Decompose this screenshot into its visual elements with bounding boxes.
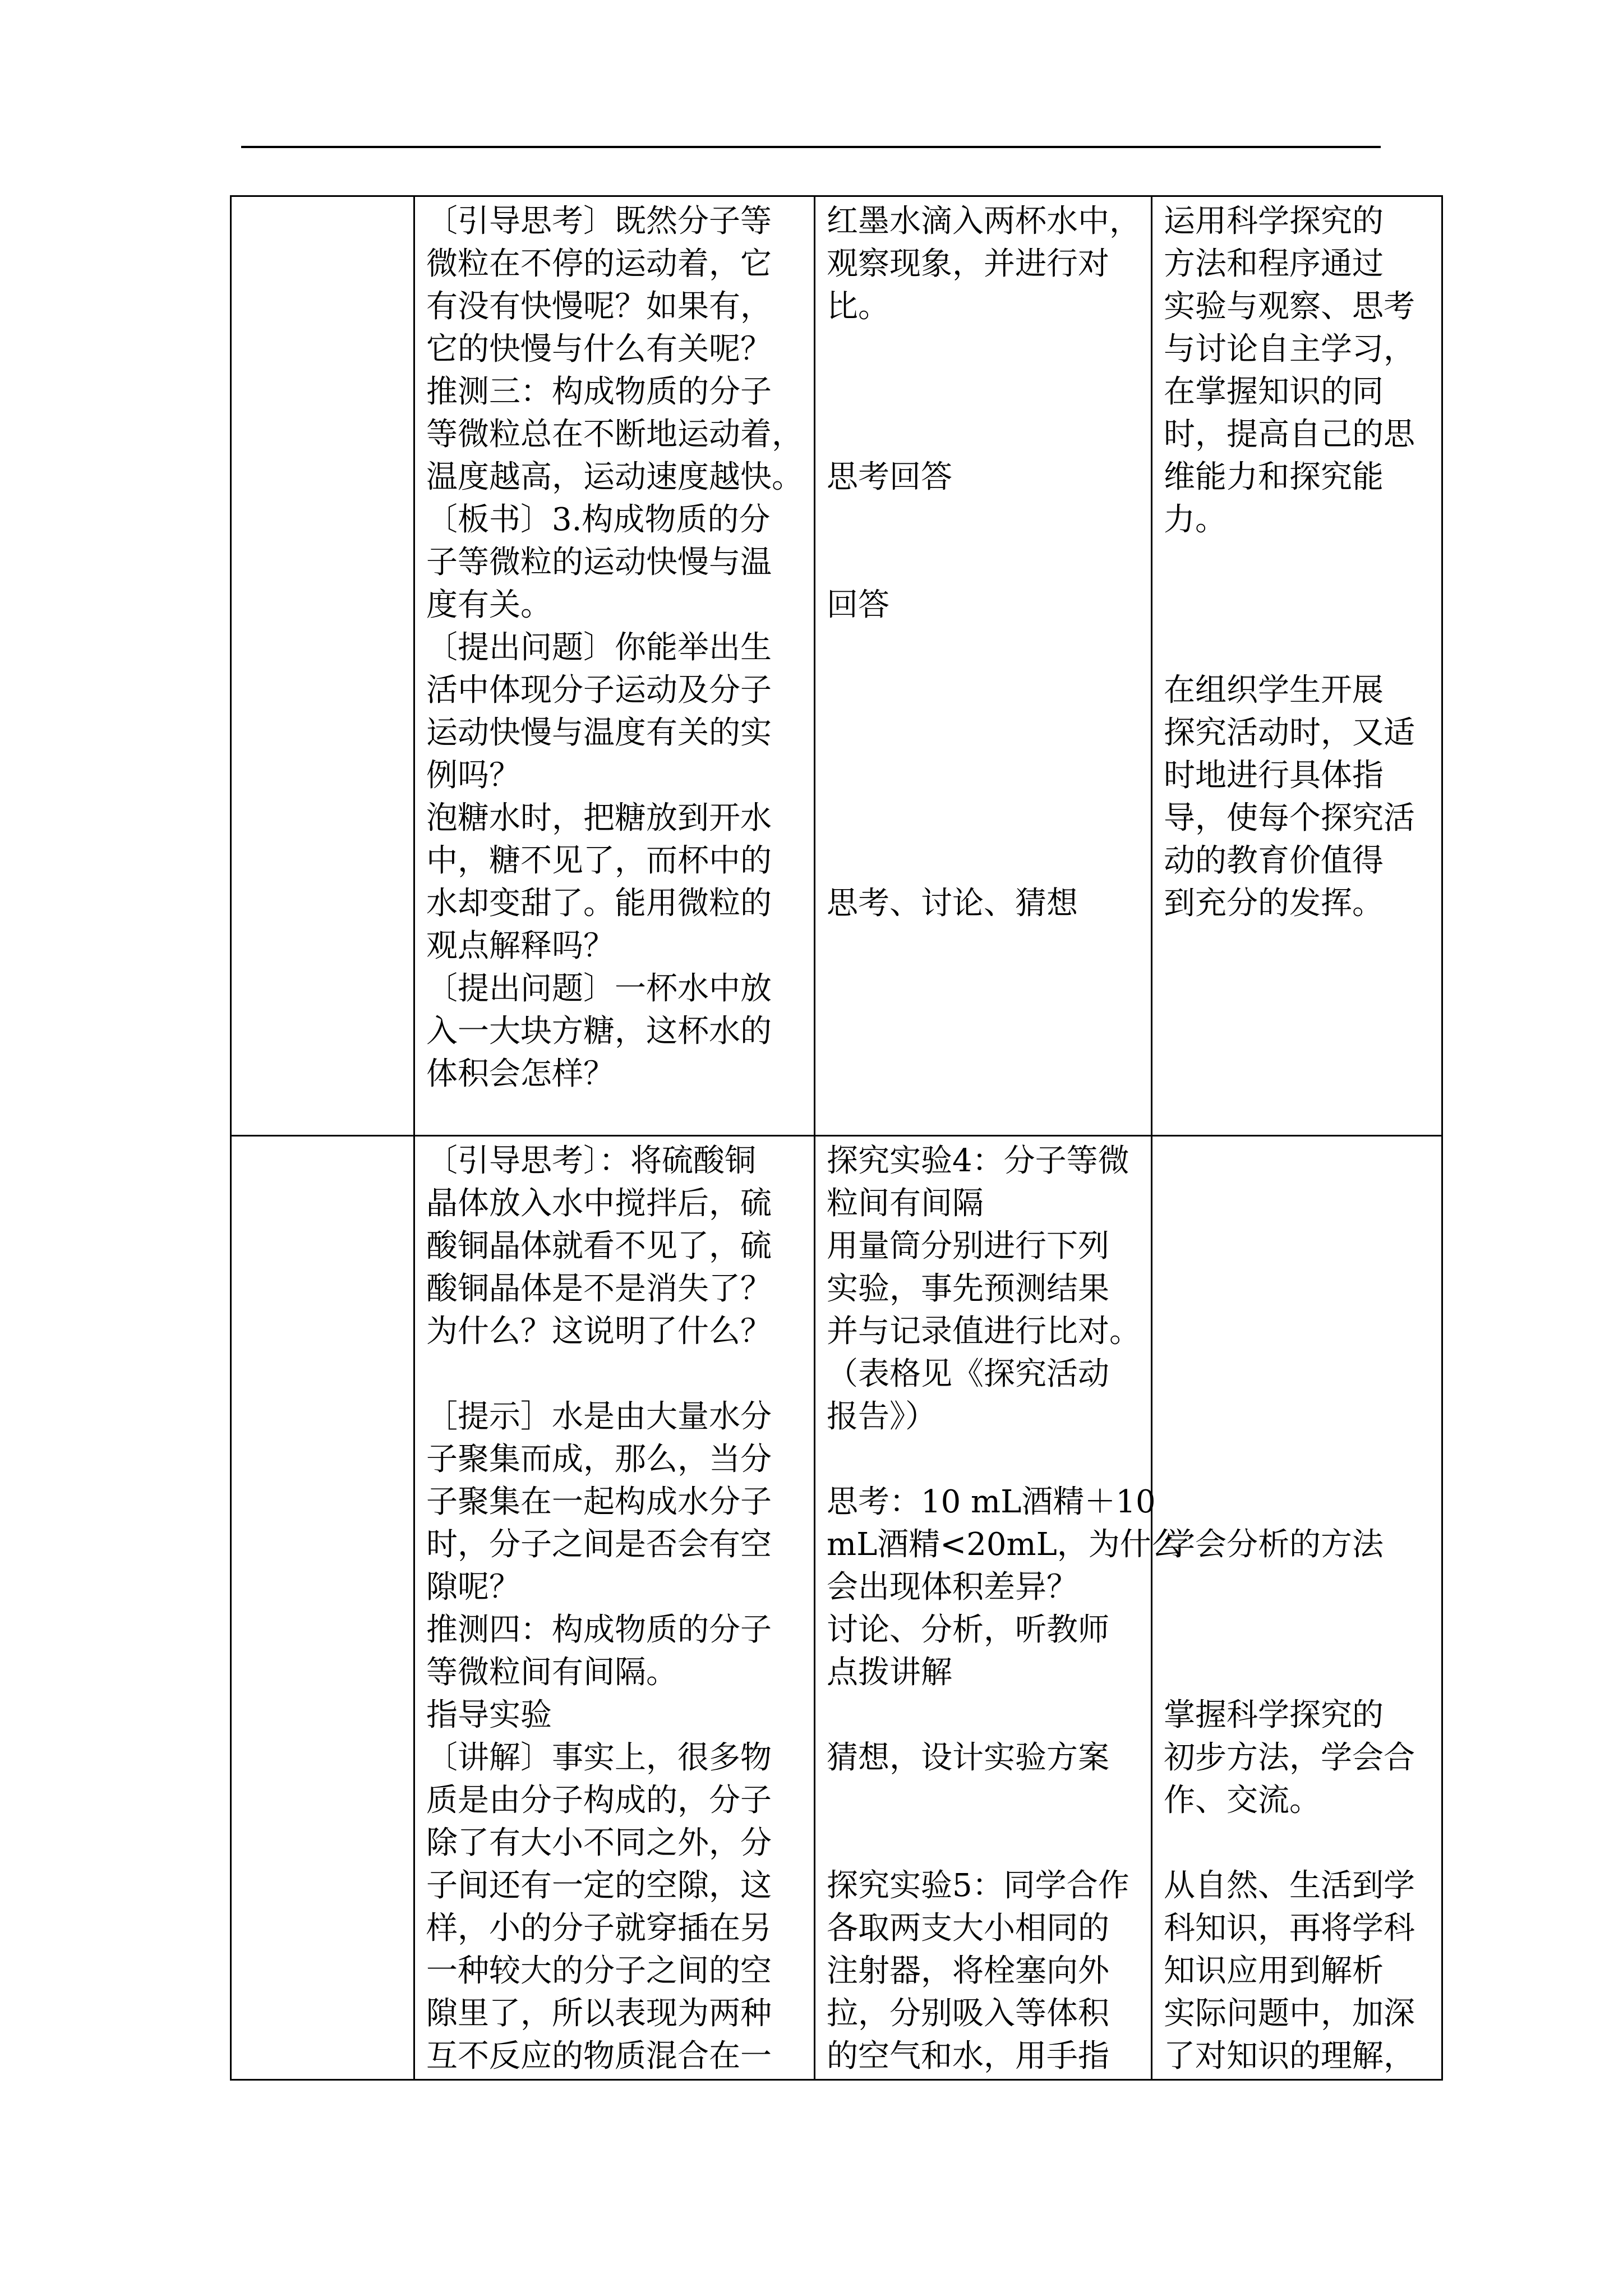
blank-line (827, 669, 1141, 712)
text-line: 时，提高自己的思 (1164, 416, 1415, 453)
blank-line (1164, 584, 1431, 627)
text-line: 活中体现分子运动及分子 (426, 672, 772, 708)
text-line: 学会分析的方法 (1164, 1526, 1384, 1563)
text-line: 除了有大小不同之外，分 (426, 1825, 772, 1861)
table-row (231, 196, 1442, 1136)
blank-line (827, 371, 1141, 413)
text-line: 隙呢？ (426, 1569, 520, 1605)
blank-line (1164, 1140, 1431, 1182)
text-line: 为什么？这说明了什么？ (426, 1313, 772, 1350)
text-line: 维能力和探究能 (1164, 459, 1384, 495)
blank-line (827, 627, 1141, 669)
text-line: 子聚集而成，那么，当分 (426, 1441, 772, 1478)
blank-line (1164, 1822, 1431, 1865)
blank-line (1164, 541, 1431, 584)
blank-line (1164, 1438, 1431, 1481)
blank-line (827, 754, 1141, 797)
blank-line (1164, 1268, 1431, 1310)
text-line: 〔引导思考〕既然分子等 (426, 203, 772, 240)
text-line: 子间还有一定的空隙，这 (426, 1867, 772, 1904)
text-line: 粒间有间隔 (827, 1185, 984, 1222)
text-line: 度有关。 (426, 587, 552, 623)
text-line: 实验与观察、思考 (1164, 288, 1415, 325)
text-line: 知识应用到解析 (1164, 1953, 1384, 1989)
blank-line (1164, 1609, 1431, 1651)
design-intent-cell (1152, 1136, 1442, 2080)
text-line: 微粒在不停的运动着，它 (426, 246, 772, 282)
text-line: 指导实验 (426, 1697, 552, 1733)
blank-line (1164, 627, 1431, 669)
text-line: 到充分的发挥。 (1164, 885, 1384, 922)
text-line: 入一大块方糖，这杯水的 (426, 1013, 772, 1050)
text-line: 掌握科学探究的 (1164, 1697, 1384, 1733)
text-line: 水却变甜了。能用微粒的 (426, 885, 772, 922)
text-line: 注射器，将栓塞向外 (827, 1953, 1109, 1989)
student-activity-text (815, 197, 1151, 925)
blank-line (1164, 1396, 1431, 1438)
text-line: 猜想，设计实验方案 (827, 1740, 1109, 1776)
text-line: 〔板书〕3.构成物质的分 (426, 501, 771, 538)
text-line: 子聚集在一起构成水分子 (426, 1484, 772, 1520)
text-line: 观点解释吗？ (426, 928, 615, 964)
blank-line (827, 1438, 1141, 1481)
text-line: 泡糖水时，把糖放到开水 (426, 800, 772, 836)
text-line: 实际问题中，加深 (1164, 1995, 1415, 2032)
text-line: 会出现体积差异？ (827, 1569, 1078, 1605)
text-line: 实验，事先预测结果 (827, 1271, 1109, 1307)
text-line: 它的快慢与什么有关呢？ (426, 331, 772, 367)
text-line: 探究活动时，又适 (1164, 715, 1415, 751)
text-line: 酸铜晶体是不是消失了？ (426, 1271, 772, 1307)
blank-line (1164, 1310, 1431, 1353)
text-line: 〔提出问题〕你能举出生 (426, 629, 772, 666)
text-line: 运动快慢与温度有关的实 (426, 715, 772, 751)
student-activity-text (815, 1137, 1183, 2078)
blank-line (827, 541, 1141, 584)
blank-line (1164, 1225, 1431, 1268)
student-activity-cell (815, 196, 1152, 1136)
text-line: 探究实验4：分子等微 (827, 1143, 1129, 1179)
text-line: 〔讲解〕事实上，很多物 (426, 1740, 772, 1776)
text-line: 在组织学生开展 (1164, 672, 1384, 708)
text-line: mL酒精<20mL，为什么 (827, 1526, 1183, 1563)
text-line: 推测四：构成物质的分子 (426, 1612, 772, 1648)
stage-cell (231, 196, 414, 1136)
blank-line (1164, 1353, 1431, 1396)
text-line: 思考回答 (827, 459, 952, 495)
blank-line (827, 499, 1141, 541)
stage-cell (231, 1136, 414, 2080)
teacher-activity-text (415, 1137, 814, 2078)
text-line: 酸铜晶体就看不见了，硫 (426, 1228, 772, 1264)
blank-line (827, 712, 1141, 754)
table-row (231, 1136, 1442, 2080)
text-line: 报告》） (827, 1398, 937, 1435)
text-line: 等微粒总在不断地运动着， (426, 416, 803, 453)
text-line: 点拨讲解 (827, 1654, 952, 1691)
text-line: 例吗？ (426, 757, 520, 794)
text-line: 从自然、生活到学 (1164, 1867, 1415, 1904)
text-line: 有没有快慢呢？如果有， (426, 288, 772, 325)
text-line: 比。 (827, 288, 889, 325)
text-line: 推测三：构成物质的分子 (426, 374, 772, 410)
blank-line (1164, 1651, 1431, 1694)
text-line: 并与记录值进行比对。 (827, 1313, 1141, 1350)
blank-line (827, 328, 1141, 371)
text-line: 回答 (827, 587, 889, 623)
text-line: 探究实验5：同学合作 (827, 1867, 1129, 1904)
text-line: 科知识，再将学科 (1164, 1910, 1415, 1947)
text-line: 晶体放入水中搅拌后，硫 (426, 1185, 772, 1222)
text-line: 了对知识的理解， (1164, 2038, 1415, 2074)
lesson-plan-table (230, 195, 1443, 2081)
text-line: 时地进行具体指 (1164, 757, 1384, 794)
text-line: （表格见《探究活动 (827, 1356, 1109, 1392)
text-line: 时，分子之间是否会有空 (426, 1526, 772, 1563)
blank-line (1164, 1182, 1431, 1225)
design-intent-text (1152, 197, 1441, 925)
text-line: 温度越高，运动速度越快。 (426, 459, 803, 495)
blank-line (1164, 1566, 1431, 1609)
text-line: 动的教育价值得 (1164, 843, 1384, 879)
blank-line (827, 840, 1141, 882)
text-line: 初步方法，学会合 (1164, 1740, 1415, 1776)
text-line: 导，使每个探究活 (1164, 800, 1415, 836)
header-rule (241, 146, 1381, 148)
blank-line (827, 413, 1141, 456)
text-line: 一种较大的分子之间的空 (426, 1953, 772, 1989)
text-line: 〔引导思考〕：将硫酸铜 (426, 1143, 756, 1179)
text-line: 等微粒间有间隔。 (426, 1654, 677, 1691)
design-intent-cell (1152, 196, 1442, 1136)
text-line: 互不反应的物质混合在一 (426, 2038, 772, 2074)
blank-line (827, 797, 1141, 840)
text-line: 各取两支大小相同的 (827, 1910, 1109, 1947)
blank-line (1164, 1481, 1431, 1524)
text-line: 红墨水滴入两杯水中， (827, 203, 1141, 240)
teacher-activity-cell (414, 196, 815, 1136)
text-line: 质是由分子构成的，分子 (426, 1782, 772, 1819)
text-line: 在掌握知识的同 (1164, 374, 1384, 410)
text-line: ［提示］水是由大量水分 (426, 1398, 772, 1435)
text-line: 力。 (1164, 501, 1227, 538)
blank-line (827, 1694, 1141, 1737)
blank-line (827, 1779, 1141, 1822)
text-line: 用量筒分别进行下列 (827, 1228, 1109, 1264)
blank-line (426, 1353, 804, 1396)
text-line: 中，糖不见了，而杯中的 (426, 843, 772, 879)
text-line: 的空气和水，用手指 (827, 2038, 1109, 2074)
text-line: 讨论、分析，听教师 (827, 1612, 1109, 1648)
blank-line (827, 1822, 1141, 1865)
text-line: 〔提出问题〕一杯水中放 (426, 970, 772, 1007)
text-line: 体积会怎样？ (426, 1056, 615, 1092)
student-activity-cell (815, 1136, 1183, 2080)
text-line: 观察现象，并进行对 (827, 246, 1109, 282)
text-line: 作、交流。 (1164, 1782, 1321, 1819)
text-line: 与讨论自主学习， (1164, 331, 1415, 367)
text-line: 拉，分别吸入等体积 (827, 1995, 1109, 2032)
text-line: 思考：10 mL酒精＋10 (827, 1484, 1156, 1520)
text-line: 隙里了，所以表现为两种 (426, 1995, 772, 2032)
text-line: 子等微粒的运动快慢与温 (426, 544, 772, 581)
teacher-activity-text (415, 197, 814, 1096)
text-line: 运用科学探究的 (1164, 203, 1384, 240)
text-line: 思考、讨论、猜想 (827, 885, 1078, 922)
text-line: 方法和程序通过 (1164, 246, 1384, 282)
teacher-activity-cell (414, 1136, 815, 2080)
design-intent-text (1152, 1137, 1441, 2078)
text-line: 样，小的分子就穿插在另 (426, 1910, 772, 1947)
